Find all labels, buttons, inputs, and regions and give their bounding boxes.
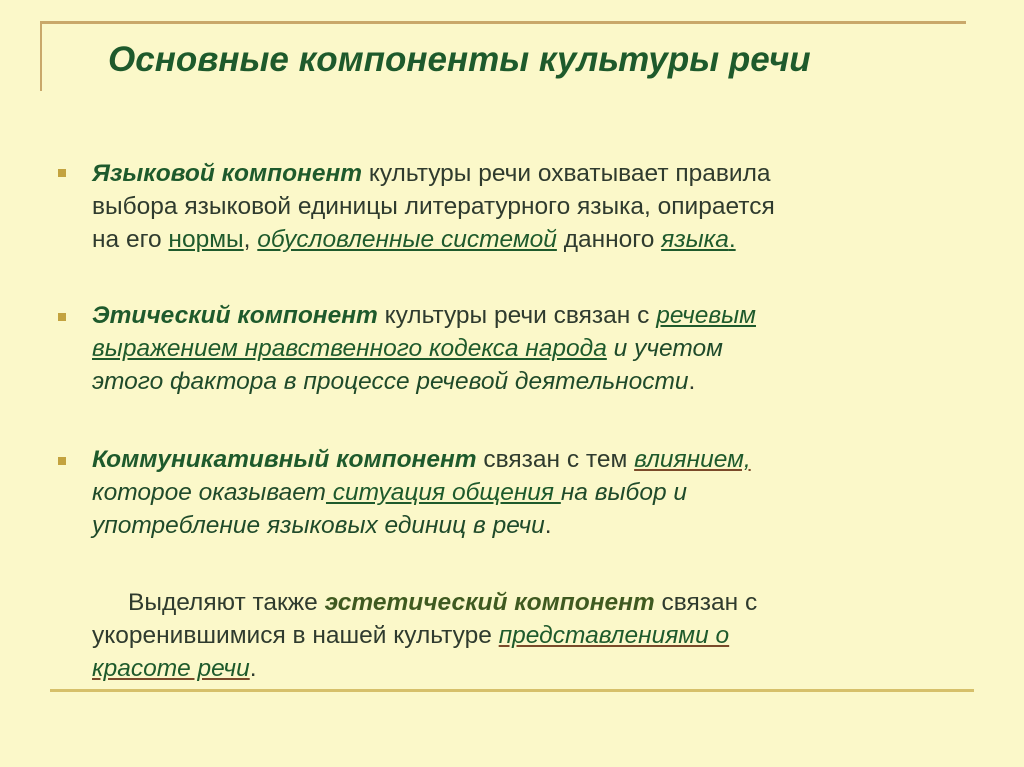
bullet-marker (58, 313, 66, 321)
text-span: Выделяют также (128, 589, 325, 616)
text-span: употребление языковых единиц в речи (92, 512, 545, 539)
text-span: культуры речи охватывает правила (362, 160, 771, 187)
link-system[interactable]: обусловленные системой (257, 226, 557, 253)
text-span: и учетом (606, 335, 723, 362)
link-beauty-of-speech[interactable]: красоте речи (92, 655, 250, 682)
link-norms[interactable]: нормы (168, 226, 244, 253)
term-language: Языковой компонент (92, 160, 363, 187)
text-span: на его (92, 226, 169, 253)
text-span: которое оказывает (92, 479, 326, 506)
link-speech-expression[interactable]: речевым (656, 302, 756, 329)
item-aesthetic-component (92, 586, 952, 685)
item-communicative-component (92, 443, 952, 542)
text-span: , (243, 226, 258, 253)
item-language-component (92, 157, 952, 256)
slide-title: Основные компоненты культуры речи (108, 40, 811, 79)
term-communicative: Коммуникативный компонент (92, 446, 477, 473)
text-span: на выбор и (560, 479, 688, 506)
text-span: . (249, 655, 257, 682)
text-span: . (728, 226, 736, 253)
text-span: данного (556, 226, 662, 253)
link-representations[interactable]: представлениями о (498, 622, 730, 649)
link-language[interactable]: языка (661, 226, 729, 253)
top-rule (40, 21, 966, 24)
text-span: выбора языковой единицы литературного языка, опирается (92, 193, 775, 220)
link-moral-code[interactable]: выражением нравственного кодекса народа (92, 335, 607, 362)
link-communication-situation[interactable]: ситуация общения (325, 479, 561, 506)
bullet-marker (58, 169, 66, 177)
item-ethical-component (92, 299, 952, 398)
term-ethical: Этический компонент (92, 302, 378, 329)
text-span: укоренившимися в нашей культуре (92, 622, 499, 649)
text-span: связан с тем (476, 446, 635, 473)
term-aesthetic: эстетический компонент (324, 589, 655, 616)
text-span: культуры речи связан с (377, 302, 657, 329)
link-influence[interactable]: влиянием, (634, 446, 751, 473)
bottom-rule (50, 689, 974, 692)
bullet-marker (58, 457, 66, 465)
text-span: . (688, 368, 696, 395)
left-rule (40, 21, 42, 91)
text-span: связан с (654, 589, 758, 616)
text-span: этого фактора в процессе речевой деятельности (92, 368, 689, 395)
text-span: . (544, 512, 552, 539)
